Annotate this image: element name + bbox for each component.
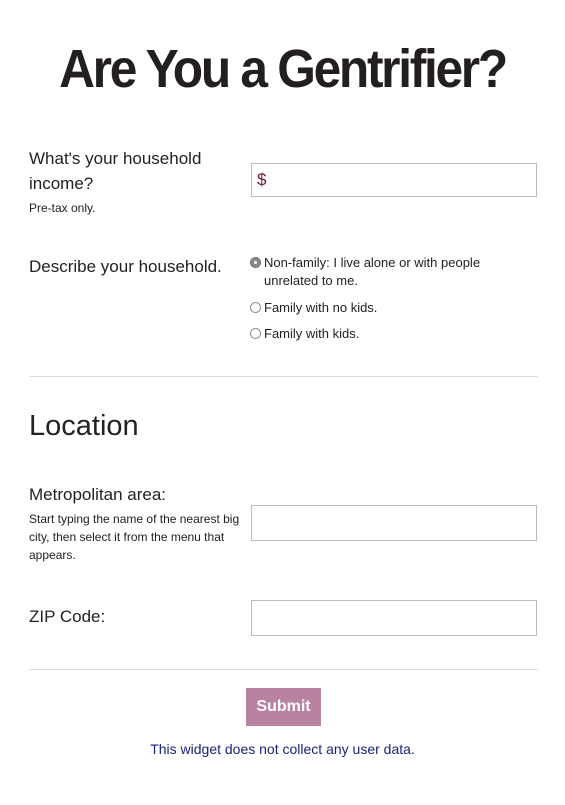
income-input[interactable] [251,163,537,197]
section-divider [29,669,538,670]
household-option-family-no-kids[interactable] [250,299,520,317]
household-option-family-with-kids[interactable] [250,325,520,343]
household-option-label: Family with no kids. [264,300,378,315]
section-divider [29,376,538,377]
household-option-label: Family with kids. [264,326,360,341]
income-label: What's your household income? [29,149,202,193]
zip-label: ZIP Code: [29,607,106,626]
radio-icon[interactable] [250,302,261,313]
privacy-note: This widget does not collect any user data. [150,741,415,757]
metro-label: Metropolitan area: [29,485,167,504]
submit-button[interactable]: Submit [246,688,321,726]
location-heading: Location [29,410,139,442]
zip-code-input[interactable] [251,600,537,636]
income-hint: Pre-tax only. [29,201,96,215]
household-option-label: Non-family: I live alone or with people unrelated to me. [264,255,481,288]
household-option-non-family[interactable] [250,254,520,290]
radio-icon[interactable] [250,328,261,339]
page-title: Are You a Gentrifier? [59,39,506,99]
metro-area-input[interactable] [251,505,537,541]
radio-selected-icon[interactable] [250,257,261,268]
dollar-sign: $ [257,170,267,189]
metro-hint: Start typing the name of the nearest big city, then select it from the menu that appears. [29,512,240,562]
household-label: Describe your household. [29,257,222,276]
